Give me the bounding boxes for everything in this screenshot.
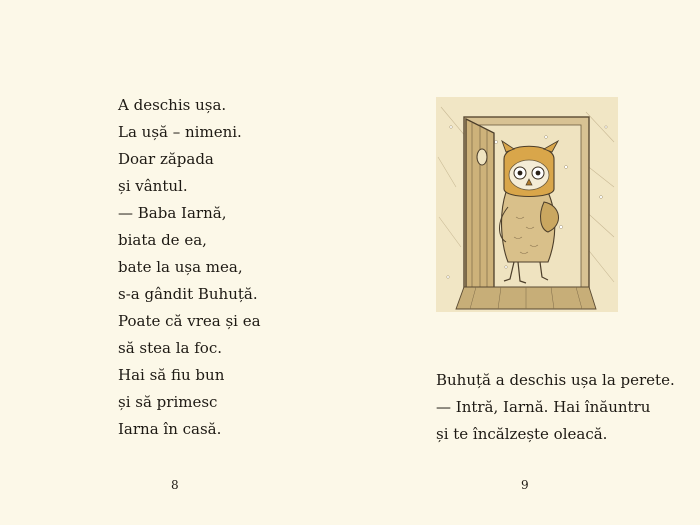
right-page-text (436, 367, 675, 448)
text-line: Buhuță a deschis ușa la perete. (436, 371, 675, 389)
text-line: și te încălzește oleacă. (436, 425, 608, 443)
text-line: Poate că vrea și ea (118, 312, 261, 330)
text-line: — Baba Iarnă, (118, 204, 227, 222)
text-line: s-a gândit Buhuță. (118, 285, 258, 303)
text-line: și vântul. (118, 177, 188, 195)
text-line: Hai să fiu bun (118, 366, 225, 384)
owl-at-door-illustration (436, 97, 618, 312)
text-line: Doar zăpada (118, 150, 214, 168)
page-number-right: 9 (521, 478, 529, 492)
page-number-left: 8 (171, 478, 179, 492)
left-page-text (118, 92, 261, 443)
text-line: A deschis ușa. (118, 96, 227, 114)
text-line: — Intră, Iarnă. Hai înăuntru (436, 398, 651, 416)
text-line: și să primesc (118, 393, 218, 411)
text-line: Iarna în casă. (118, 420, 222, 438)
text-line: La ușă – nimeni. (118, 123, 242, 141)
text-line: biata de ea, (118, 231, 207, 249)
text-line: bate la ușa mea, (118, 258, 243, 276)
text-line: să stea la foc. (118, 339, 222, 357)
